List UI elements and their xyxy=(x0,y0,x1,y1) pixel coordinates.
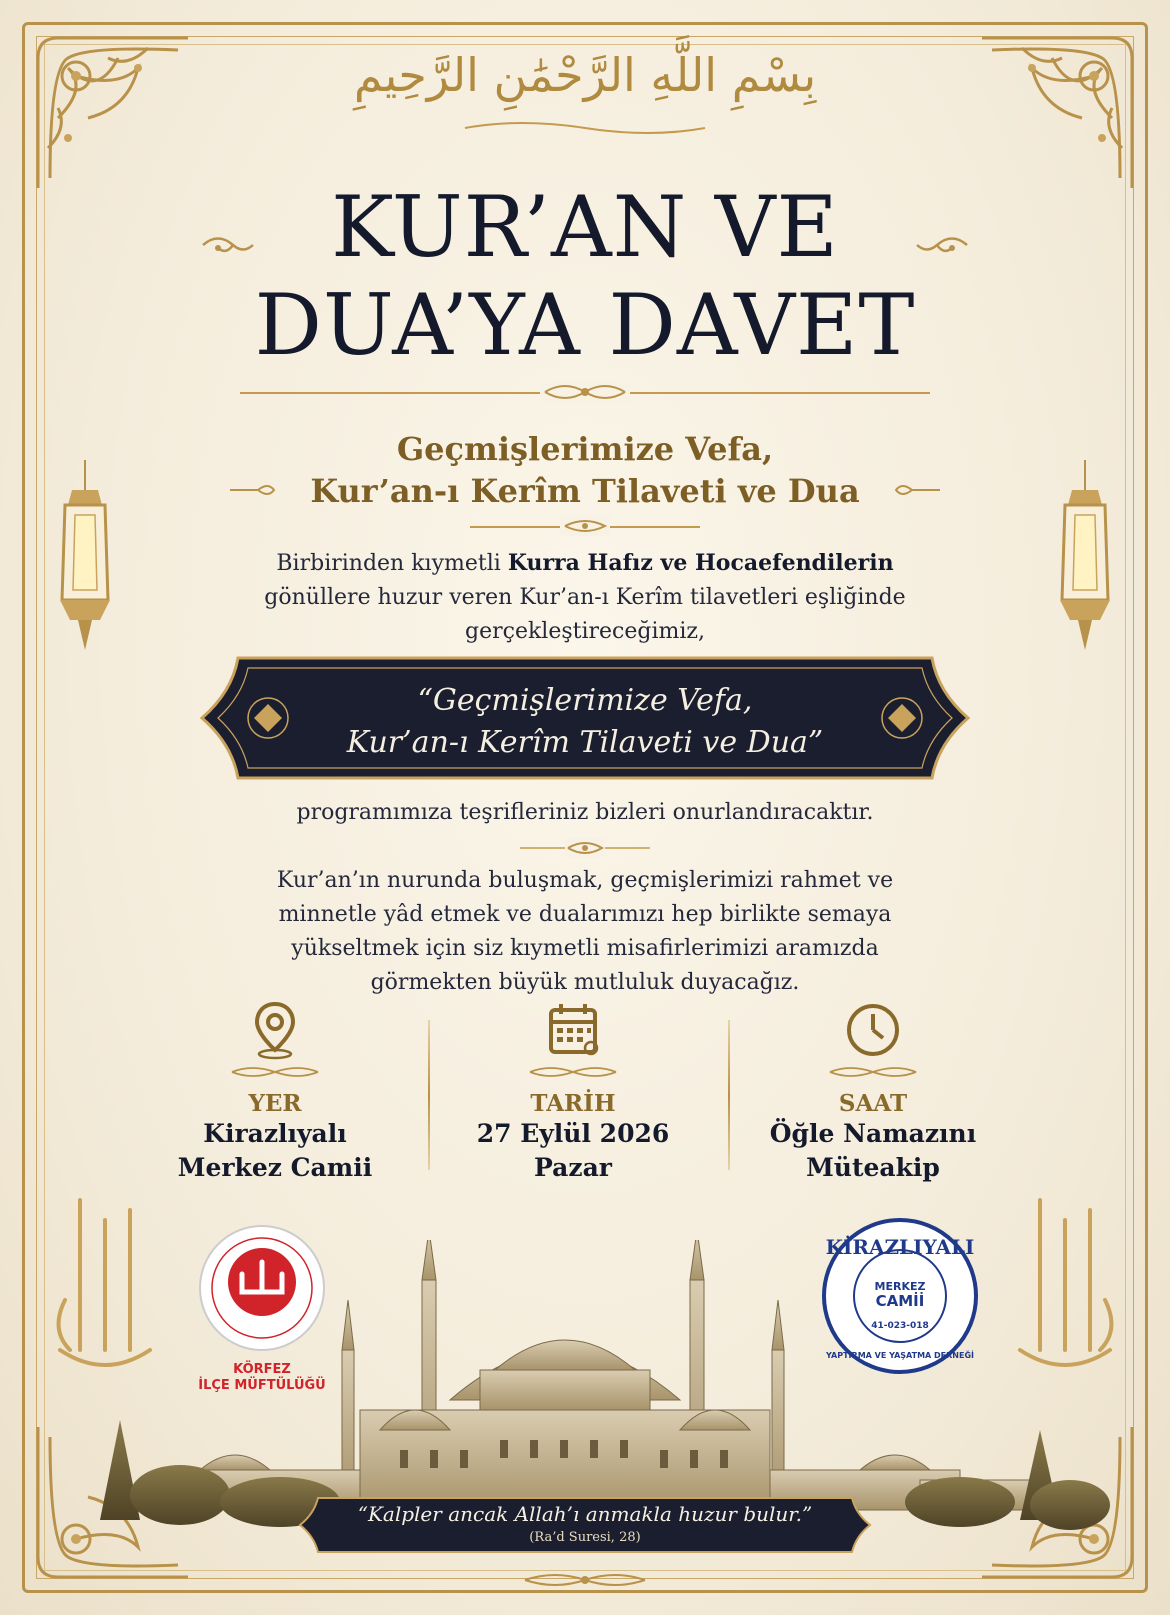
intro-highlight: Kurra Hafız ve Hocaefendilerin xyxy=(507,550,894,576)
invitation-line-2: minnetle yâd etmek ve dualarımızı hep birlikte semaya xyxy=(278,902,892,927)
subtitle-line-1: Geçmişlerimize Vefa, xyxy=(396,430,774,468)
mufti-caption-line-2: İLÇE MÜFTÜLÜĞÜ xyxy=(198,1378,326,1393)
divider-ornament-icon xyxy=(560,516,610,536)
invitation-paragraph xyxy=(160,864,1010,1000)
seal-right-bottom-text: YAPTIRMA VE YAŞATMA DERNEĞİ xyxy=(826,1351,974,1360)
quote-text: “Kalpler ancak Allah’ı anmakla huzur bulur.” xyxy=(357,1502,813,1526)
seal-right-center-1: MERKEZ xyxy=(874,1280,926,1293)
basmala-flourish-icon xyxy=(460,118,710,138)
lantern-icon xyxy=(50,460,120,660)
time-line-1: Öğle Namazını xyxy=(769,1119,977,1148)
clock-icon xyxy=(843,1000,903,1060)
bottom-ornament-icon xyxy=(520,1570,650,1590)
banner-line-1: “Geçmişlerimize Vefa, xyxy=(417,683,753,718)
time-label: SAAT xyxy=(838,1090,908,1117)
lantern-icon xyxy=(1050,460,1120,660)
place-line-2: Merkez Camii xyxy=(177,1153,373,1182)
title-line-1: KUR’AN VE xyxy=(331,178,839,276)
intro-line-3: gerçekleştireceğimiz, xyxy=(465,619,705,644)
seal-right-top-text: KİRAZLIYALI xyxy=(825,1235,975,1259)
subtitle-line-2: Kur’an-ı Kerîm Tilaveti ve Dua xyxy=(310,472,860,510)
intro-line-2: gönüllere huzur veren Kur’an-ı Kerîm tilavetleri eşliğinde xyxy=(264,585,906,610)
kirazliyali-seal-icon xyxy=(820,1216,980,1376)
place-line-1: Kirazlıyalı xyxy=(203,1119,347,1148)
invitation-line-1: Kur’an’ın nurunda buluşmak, geçmişlerimizi rahmet ve xyxy=(276,868,894,893)
location-pin-icon xyxy=(245,1000,305,1060)
invitation-line-4: görmekten büyük mutluluk duyacağız. xyxy=(370,970,800,995)
banner-text xyxy=(198,680,972,764)
title-line-2: DUA’YA DAVET xyxy=(254,276,916,374)
time-line-2: Müteakip xyxy=(806,1153,940,1182)
scroll-flourish-icon xyxy=(228,478,278,502)
quote-source: (Ra’d Suresi, 28) xyxy=(529,1530,641,1545)
diyanet-seal-icon xyxy=(196,1222,328,1354)
mufti-caption xyxy=(180,1362,344,1394)
scroll-flourish-icon xyxy=(892,478,942,502)
mufti-caption-line-1: KÖRFEZ xyxy=(233,1362,291,1377)
after-banner-text: programımıza teşrifleriniz bizleri onurlandıracaktır. xyxy=(296,800,874,825)
divider-ornament-icon xyxy=(528,1064,618,1080)
date-info xyxy=(428,1000,718,1185)
intro-text: Birbirinden kıymetli xyxy=(276,551,508,576)
seal-right-center-2: CAMİİ xyxy=(875,1292,925,1310)
scroll-flourish-icon xyxy=(912,230,972,260)
page-title xyxy=(0,178,1170,374)
date-line-2: Pazar xyxy=(534,1153,612,1182)
divider-ornament-icon xyxy=(540,380,630,404)
subtitle xyxy=(0,428,1170,512)
divider-ornament-icon xyxy=(828,1064,918,1080)
place-label: YER xyxy=(248,1090,302,1117)
invitation-line-3: yükseltmek için siz kıymetli misafirlerimizi aramızda xyxy=(291,936,879,961)
divider-ornament-icon xyxy=(230,1064,320,1080)
date-label: TARİH xyxy=(530,1090,616,1117)
banner-line-2: Kur’an-ı Kerîm Tilaveti ve Dua” xyxy=(346,725,824,760)
seal-right-number: 41-023-018 xyxy=(871,1321,929,1331)
date-line-1: 27 Eylül 2026 xyxy=(476,1119,670,1148)
basmala-calligraphy: بِسْمِ اللَّهِ الرَّحْمَٰنِ الرَّحِيمِ xyxy=(353,48,817,102)
calendar-icon xyxy=(543,1000,603,1060)
time-info xyxy=(728,1000,1018,1185)
place-info xyxy=(130,1000,420,1185)
divider-ornament-icon xyxy=(520,838,650,858)
intro-paragraph xyxy=(160,546,1010,649)
scroll-flourish-icon xyxy=(198,230,258,260)
